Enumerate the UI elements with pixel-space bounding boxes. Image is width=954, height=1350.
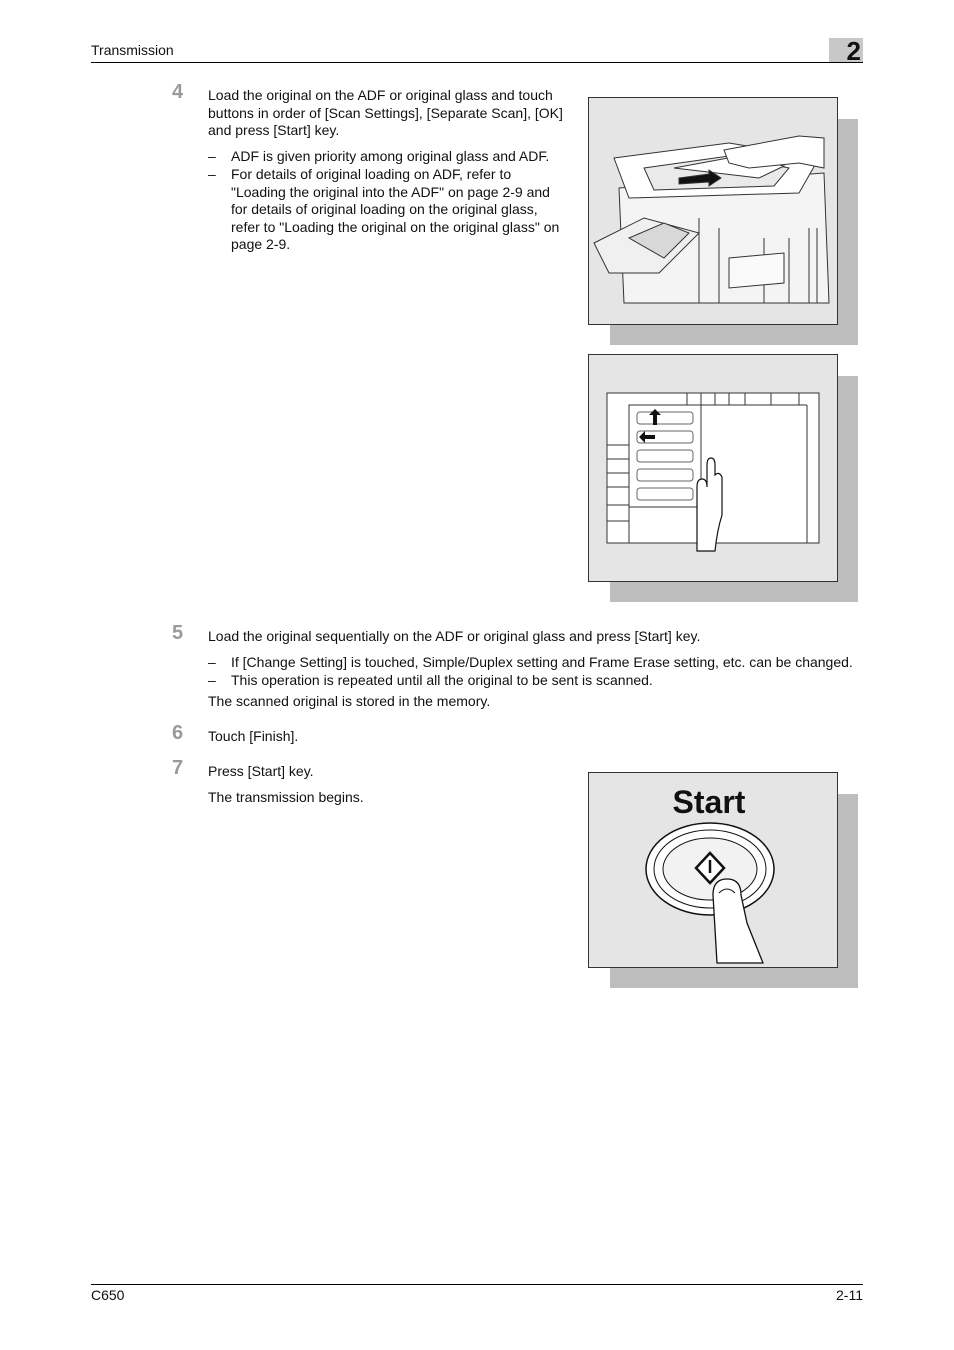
chapter-tab bbox=[829, 36, 863, 66]
footer-model: C650 bbox=[91, 1287, 125, 1303]
step-number-4: 4 bbox=[172, 81, 184, 103]
step-7-text: Press [Start] key. bbox=[208, 763, 314, 779]
step-number-7: 7 bbox=[172, 757, 184, 779]
step-4-bullet-1: ADF is given priority among original glass and ADF. bbox=[231, 148, 550, 164]
step-7-note: The transmission begins. bbox=[208, 789, 364, 805]
footer-rule bbox=[91, 1284, 863, 1285]
step-5-note: The scanned original is stored in the memory. bbox=[208, 693, 491, 709]
step-number-5: 5 bbox=[172, 622, 184, 644]
step-5-bullet-1: If [Change Setting] is touched, Simple/Duplex setting and Frame Erase setting, etc. can be changed. bbox=[231, 654, 853, 670]
start-key-label: Start bbox=[672, 784, 746, 820]
step-5-text: Load the original sequentially on the ADF or original glass and press [Start] key. bbox=[208, 628, 701, 644]
touch-panel-illustration bbox=[588, 354, 838, 582]
copier-adf-illustration bbox=[588, 97, 838, 325]
step-4-text: Load the original on the ADF or original glass and touch buttons in order of [Scan Settings], [Separate Scan], [OK] and press [Start] key. bbox=[208, 87, 563, 138]
running-header-title: Transmission bbox=[91, 42, 174, 58]
step-6-text: Touch [Finish]. bbox=[208, 728, 299, 744]
chapter-number: 2 bbox=[846, 36, 861, 66]
step-5-bullet-2: This operation is repeated until all the original to be sent is scanned. bbox=[231, 672, 653, 688]
step-4-bullet-2: For details of original loading on ADF, refer to "Loading the original into the ADF" on page 2-9 and for details of original loading on the original glass, refer to "Loading the original on the original glass" on page 2-9. bbox=[231, 166, 560, 252]
bullet-dash: – bbox=[208, 672, 216, 688]
bullet-dash: – bbox=[208, 166, 216, 182]
header-rule bbox=[91, 62, 863, 63]
bullet-dash: – bbox=[208, 148, 216, 164]
step-number-6: 6 bbox=[172, 722, 184, 744]
start-key-illustration bbox=[588, 772, 838, 968]
bullet-dash: – bbox=[208, 654, 216, 670]
footer-page-number: 2-11 bbox=[836, 1287, 863, 1303]
